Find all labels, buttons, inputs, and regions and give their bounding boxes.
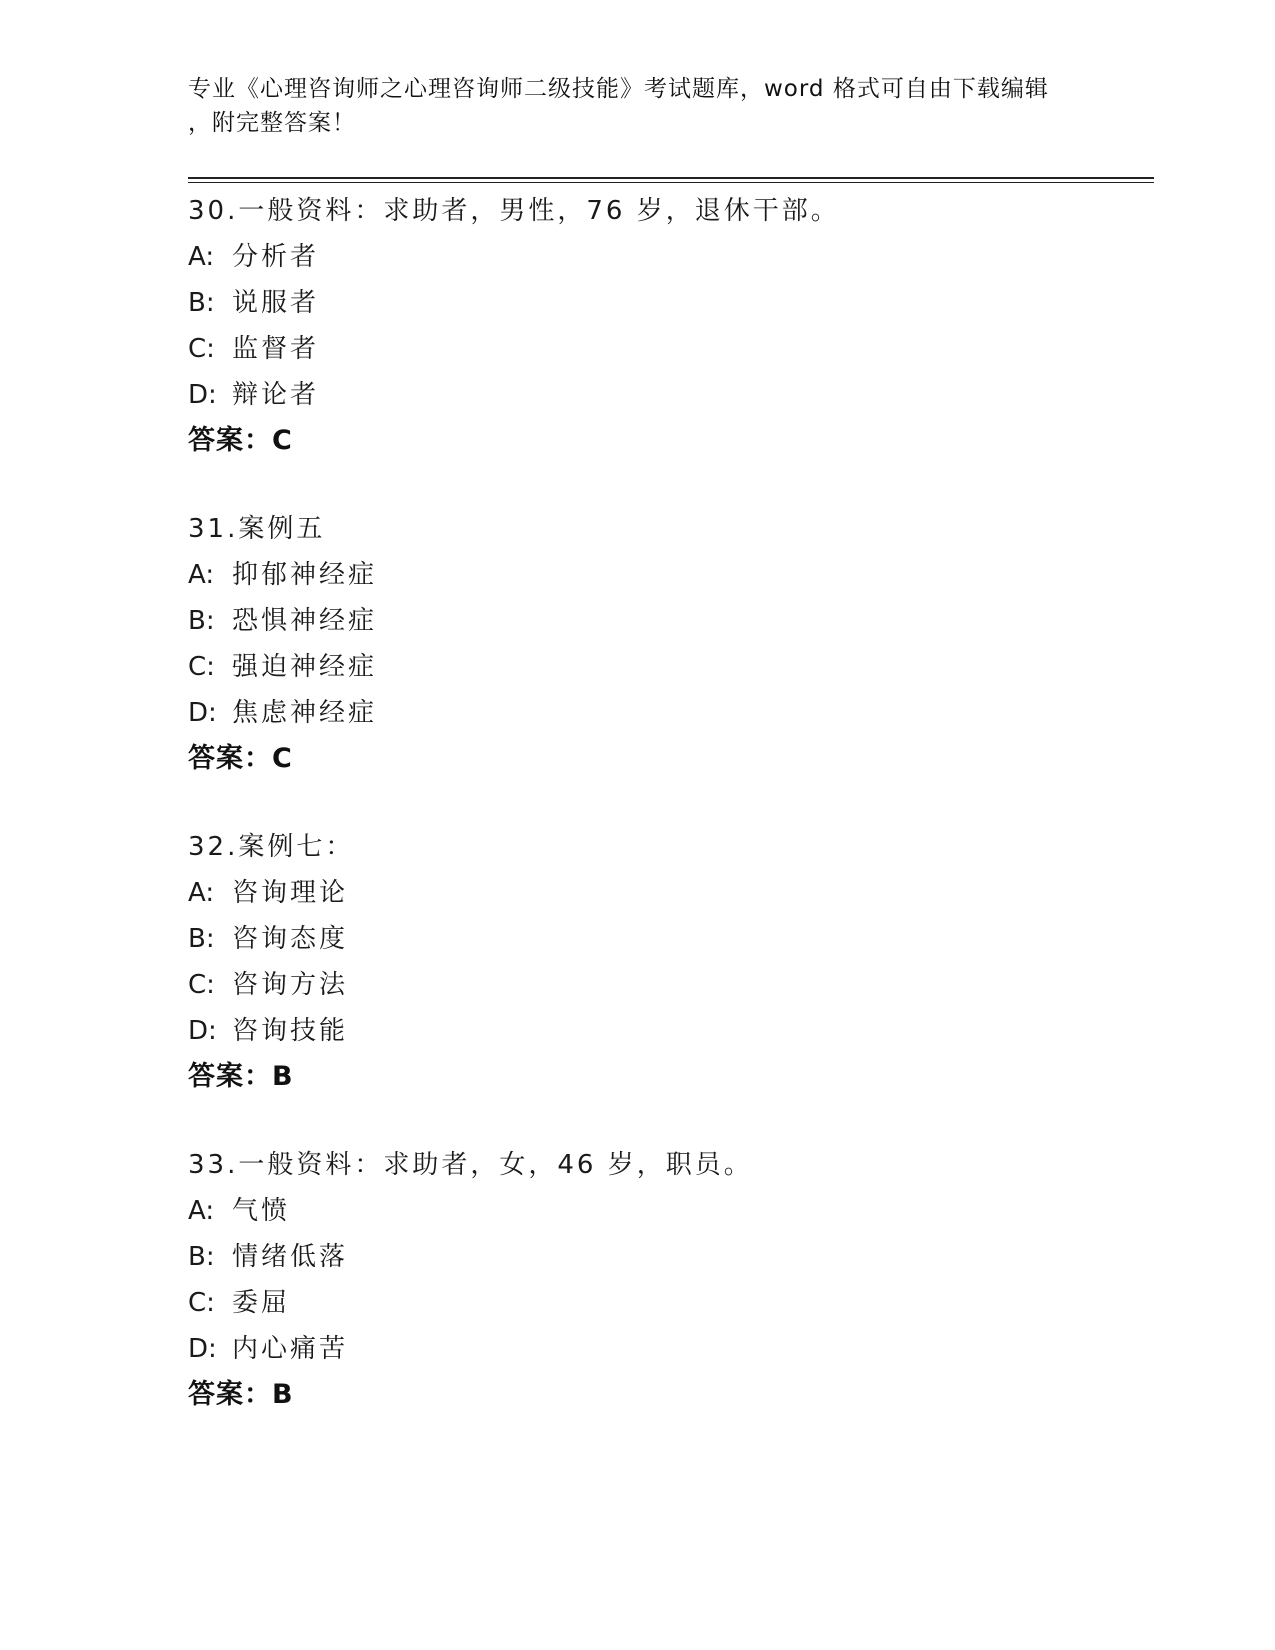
option-letter: D: (188, 380, 217, 410)
answer-line: 答案：C (188, 425, 293, 456)
option-text: 强迫神经症 (232, 652, 378, 682)
option-text: 咨询方法 (232, 970, 349, 1000)
option-d (188, 372, 1148, 418)
option-letter: A: (188, 560, 215, 590)
document-header (188, 72, 1088, 140)
option-c (188, 326, 1148, 372)
option-text: 抑郁神经症 (232, 560, 378, 590)
question-30 (188, 188, 1148, 464)
option-d (188, 690, 1148, 736)
option-letter: C: (188, 652, 215, 682)
option-d (188, 1008, 1148, 1054)
option-letter: A: (188, 1196, 215, 1226)
option-text: 咨询理论 (232, 878, 349, 908)
option-b (188, 916, 1148, 962)
option-c (188, 962, 1148, 1008)
option-a (188, 870, 1148, 916)
option-a (188, 234, 1148, 280)
option-text: 内心痛苦 (232, 1334, 349, 1364)
option-c (188, 644, 1148, 690)
question-stem: 32.案例七： (188, 832, 355, 862)
option-text: 说服者 (232, 288, 320, 318)
option-d (188, 1326, 1148, 1372)
option-text: 分析者 (232, 242, 320, 272)
option-letter: B: (188, 1242, 215, 1272)
question-stem: 31.案例五 (188, 514, 326, 544)
option-text: 咨询技能 (232, 1016, 349, 1046)
option-text: 情绪低落 (232, 1242, 349, 1272)
option-text: 焦虑神经症 (232, 698, 378, 728)
option-text: 辩论者 (232, 380, 320, 410)
option-letter: A: (188, 878, 215, 908)
option-a (188, 552, 1148, 598)
header-divider-thick (188, 177, 1154, 179)
header-title-line-2: ，附完整答案！ (188, 110, 356, 136)
option-letter: C: (188, 970, 215, 1000)
option-letter: D: (188, 1334, 217, 1364)
option-text: 委屈 (232, 1288, 291, 1318)
option-letter: B: (188, 288, 215, 318)
option-text: 监督者 (232, 334, 320, 364)
header-divider-thin (188, 182, 1154, 183)
question-stem: 33.一般资料：求助者，女，46 岁，职员。 (188, 1150, 753, 1180)
question-list (188, 188, 1148, 1460)
option-letter: B: (188, 606, 215, 636)
option-text: 恐惧神经症 (232, 606, 378, 636)
question-33 (188, 1142, 1148, 1418)
option-a (188, 1188, 1148, 1234)
option-letter: A: (188, 242, 215, 272)
question-stem: 30.一般资料：求助者，男性，76 岁，退休干部。 (188, 196, 840, 226)
answer-line: 答案：B (188, 1379, 294, 1410)
answer-line: 答案：B (188, 1061, 294, 1092)
option-letter: D: (188, 698, 217, 728)
option-text: 咨询态度 (232, 924, 349, 954)
question-32 (188, 824, 1148, 1100)
option-text: 气愤 (232, 1196, 291, 1226)
question-31 (188, 506, 1148, 782)
answer-line: 答案：C (188, 743, 293, 774)
option-letter: D: (188, 1016, 217, 1046)
option-letter: C: (188, 1288, 215, 1318)
option-letter: B: (188, 924, 215, 954)
option-c (188, 1280, 1148, 1326)
option-b (188, 1234, 1148, 1280)
option-b (188, 598, 1148, 644)
option-b (188, 280, 1148, 326)
option-letter: C: (188, 334, 215, 364)
header-title-line-1: 专业《心理咨询师之心理咨询师二级技能》考试题库，word 格式可自由下载编辑 (188, 76, 1049, 102)
